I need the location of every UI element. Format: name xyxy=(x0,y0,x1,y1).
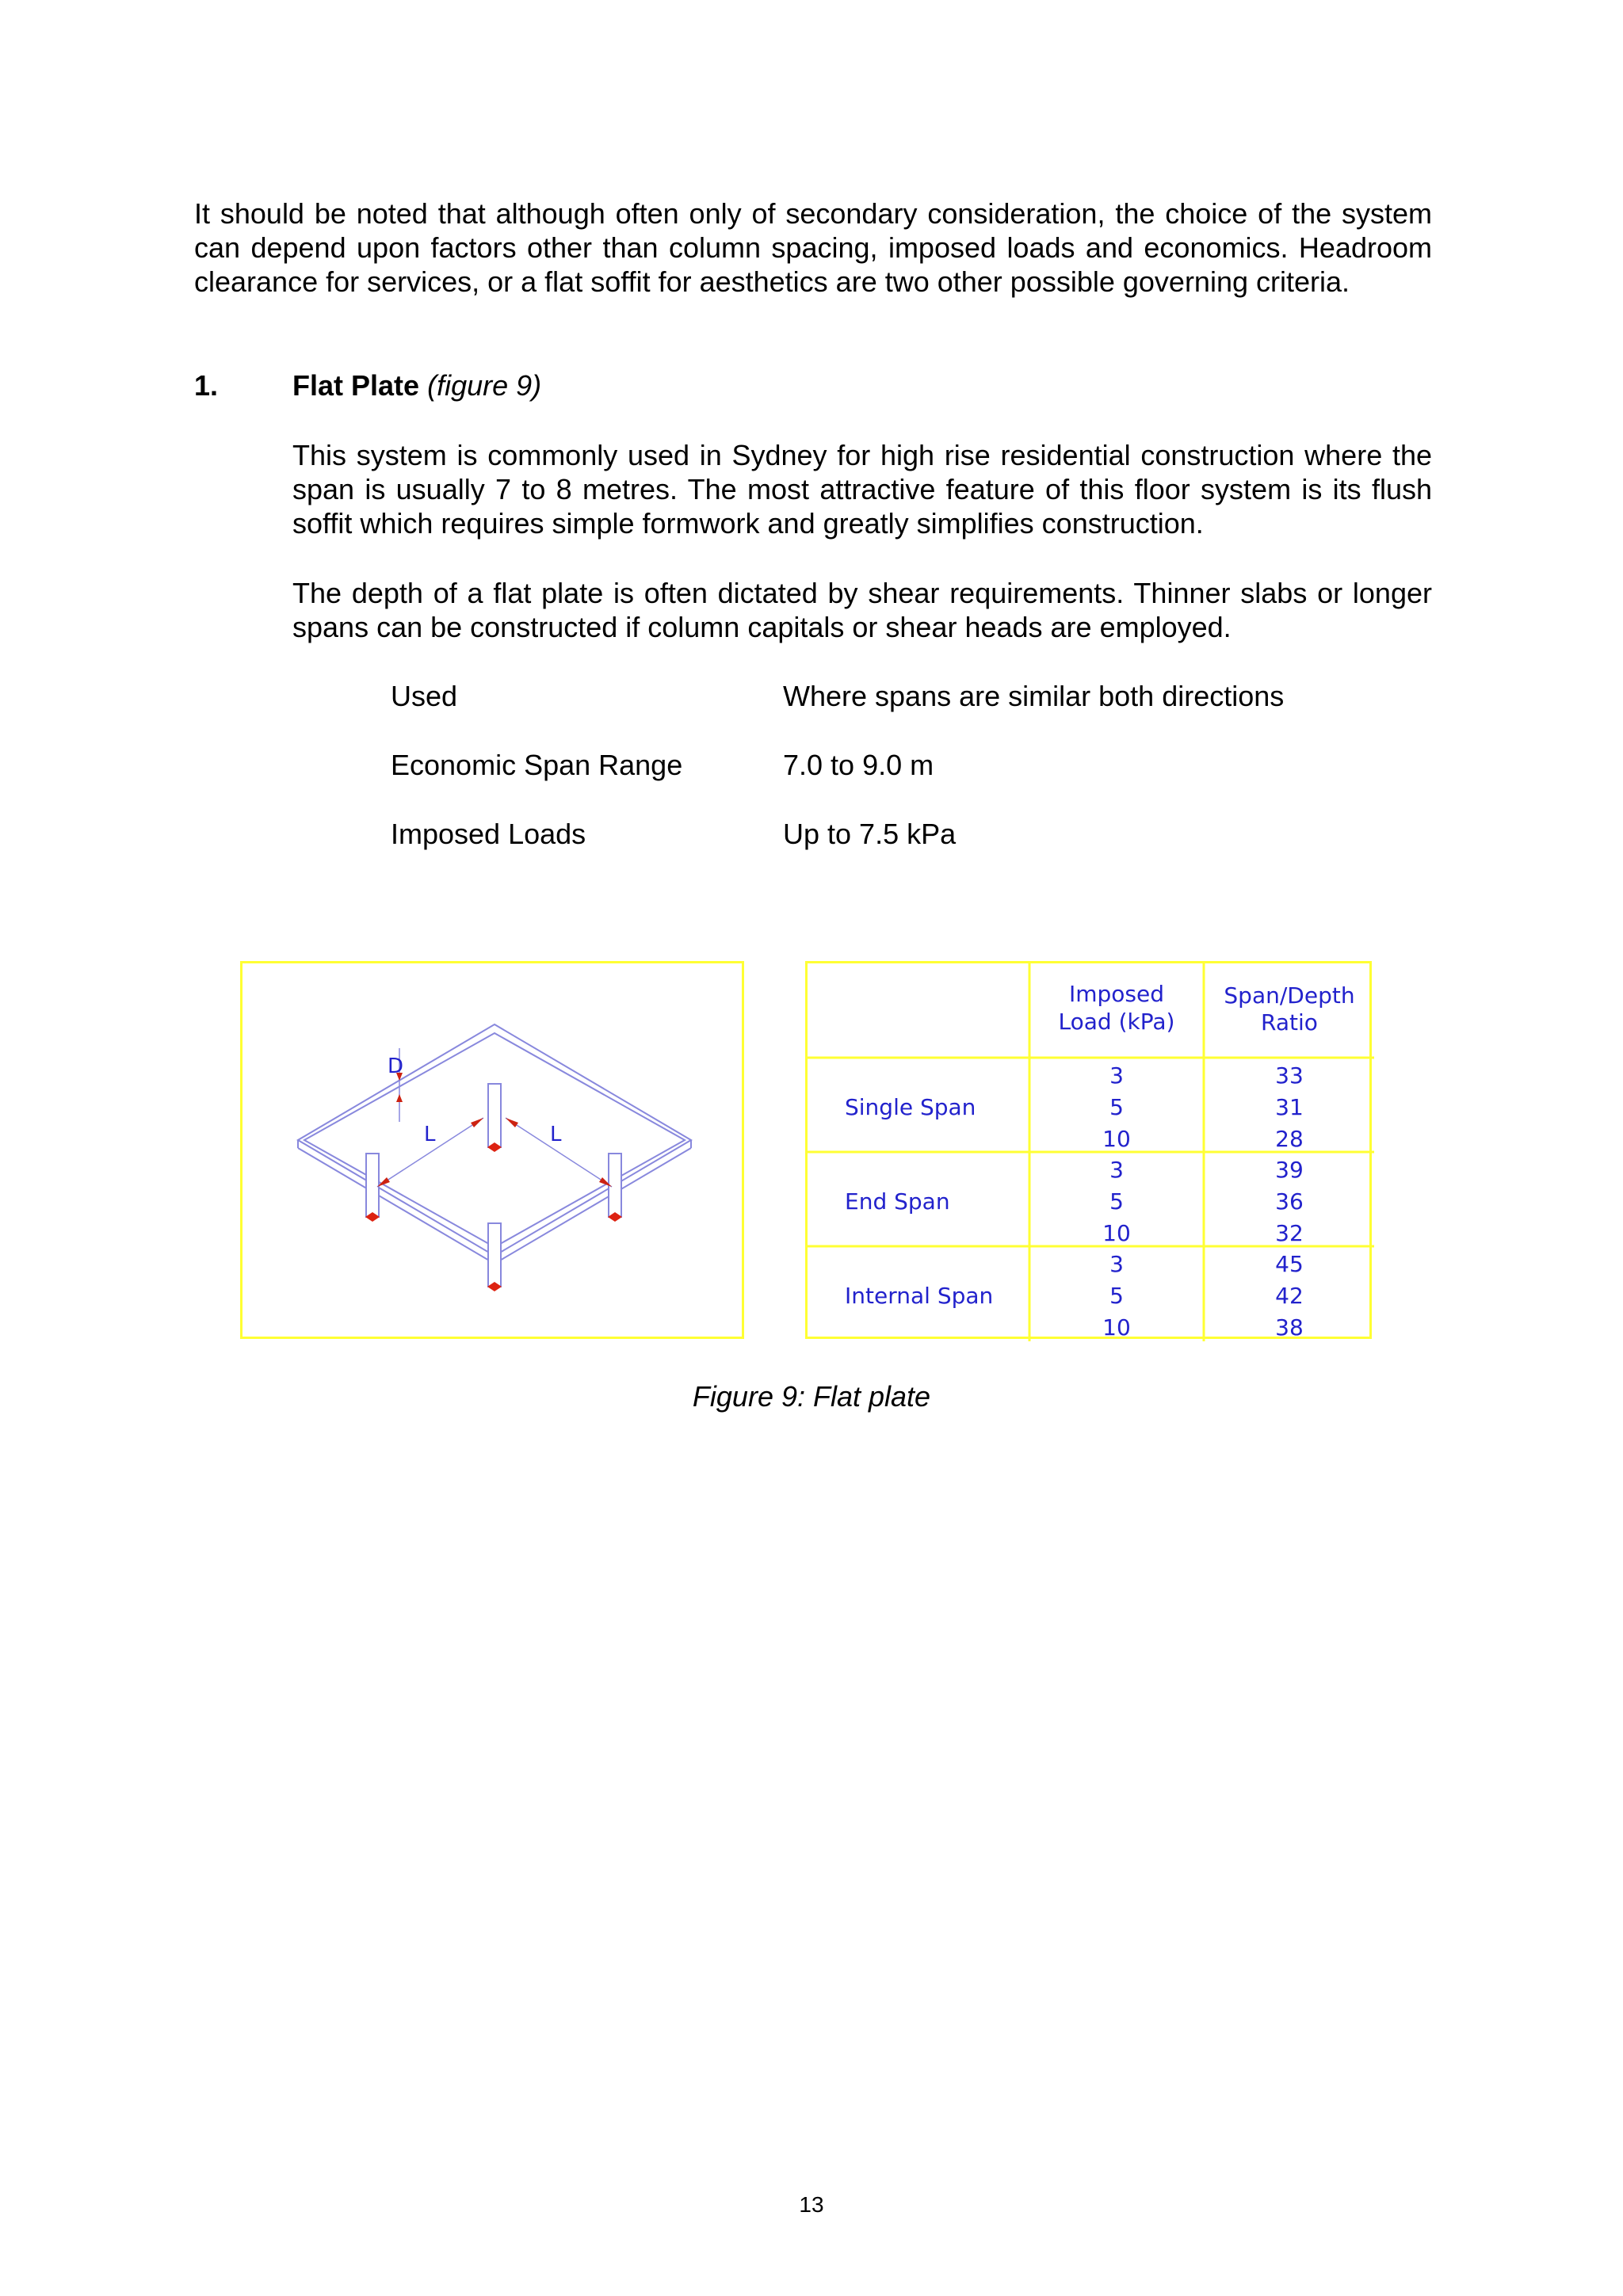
row-label-end-span: End Span xyxy=(845,1188,950,1215)
property-label: Economic Span Range xyxy=(391,749,683,781)
row-label-single-span: Single Span xyxy=(845,1094,976,1120)
cell-ratio: 39 xyxy=(1275,1157,1304,1183)
description-paragraph: This system is commonly used in Sydney for high rise residential construction where the span is usually 7 to 8 metres. The most attractive feature of this floor system is its flush soffit which requires simple formwork and greatly simplifies construction. xyxy=(292,439,1432,540)
column-left xyxy=(366,1154,379,1217)
header-load-kpa: Load (kPa) xyxy=(1058,1009,1175,1035)
cell-load: 3 xyxy=(1109,1251,1124,1277)
section-title: Flat Plate xyxy=(292,369,420,402)
figure-caption: Figure 9: Flat plate xyxy=(692,1380,931,1413)
span-depth-grid xyxy=(808,963,1374,1341)
column-back xyxy=(488,1084,501,1147)
property-label: Imposed Loads xyxy=(391,818,586,850)
section-figure-ref: (figure 9) xyxy=(427,369,542,402)
span-label-right: L xyxy=(550,1123,562,1146)
intro-paragraph: It should be noted that although often only of secondary consideration, the choice of the system can depend upon factors other than column spacing, imposed loads and economics. Headroom clearance for services, or a flat soffit for aesthetics are two other possible governing criteria. xyxy=(194,197,1432,298)
cell-load: 10 xyxy=(1102,1126,1131,1152)
section-heading xyxy=(194,368,1432,402)
cell-load: 3 xyxy=(1109,1157,1124,1183)
cell-load: 5 xyxy=(1109,1094,1124,1120)
cell-ratio: 32 xyxy=(1275,1220,1304,1246)
header-ratio: Ratio xyxy=(1261,1009,1318,1035)
cell-ratio: 33 xyxy=(1275,1062,1304,1089)
row-label-internal-span: Internal Span xyxy=(845,1283,994,1309)
cell-ratio: 31 xyxy=(1275,1094,1304,1120)
depth-label: D xyxy=(388,1055,404,1078)
cell-ratio: 38 xyxy=(1275,1314,1304,1341)
property-value: Where spans are similar both directions xyxy=(783,680,1285,712)
cell-load: 10 xyxy=(1102,1220,1131,1246)
cell-load: 5 xyxy=(1109,1283,1124,1309)
cell-load: 3 xyxy=(1109,1062,1124,1089)
header-span-depth: Span/Depth xyxy=(1224,982,1355,1009)
flat-plate-diagram xyxy=(240,961,744,1339)
cell-ratio: 36 xyxy=(1275,1188,1304,1215)
page-number: 13 xyxy=(799,2192,824,2217)
cell-ratio: 42 xyxy=(1275,1283,1304,1309)
cell-ratio: 28 xyxy=(1275,1126,1304,1152)
property-value: Up to 7.5 kPa xyxy=(783,818,957,850)
property-label: Used xyxy=(391,680,458,712)
column-right xyxy=(609,1154,621,1217)
cell-ratio: 45 xyxy=(1275,1251,1304,1277)
column-front xyxy=(488,1223,501,1287)
cell-load: 10 xyxy=(1102,1314,1131,1341)
span-depth-table xyxy=(805,961,1372,1339)
columns xyxy=(366,1084,621,1287)
span-label-left: L xyxy=(424,1123,436,1146)
cell-load: 5 xyxy=(1109,1188,1124,1215)
depth-paragraph: The depth of a flat plate is often dictated by shear requirements. Thinner slabs or longer spans can be constructed if column capitals or shear heads are employed. xyxy=(292,577,1432,643)
header-imposed: Imposed xyxy=(1068,981,1165,1007)
flat-plate-drawing xyxy=(242,963,747,1341)
section-number: 1. xyxy=(194,369,219,402)
property-value: 7.0 to 9.0 m xyxy=(783,749,934,781)
